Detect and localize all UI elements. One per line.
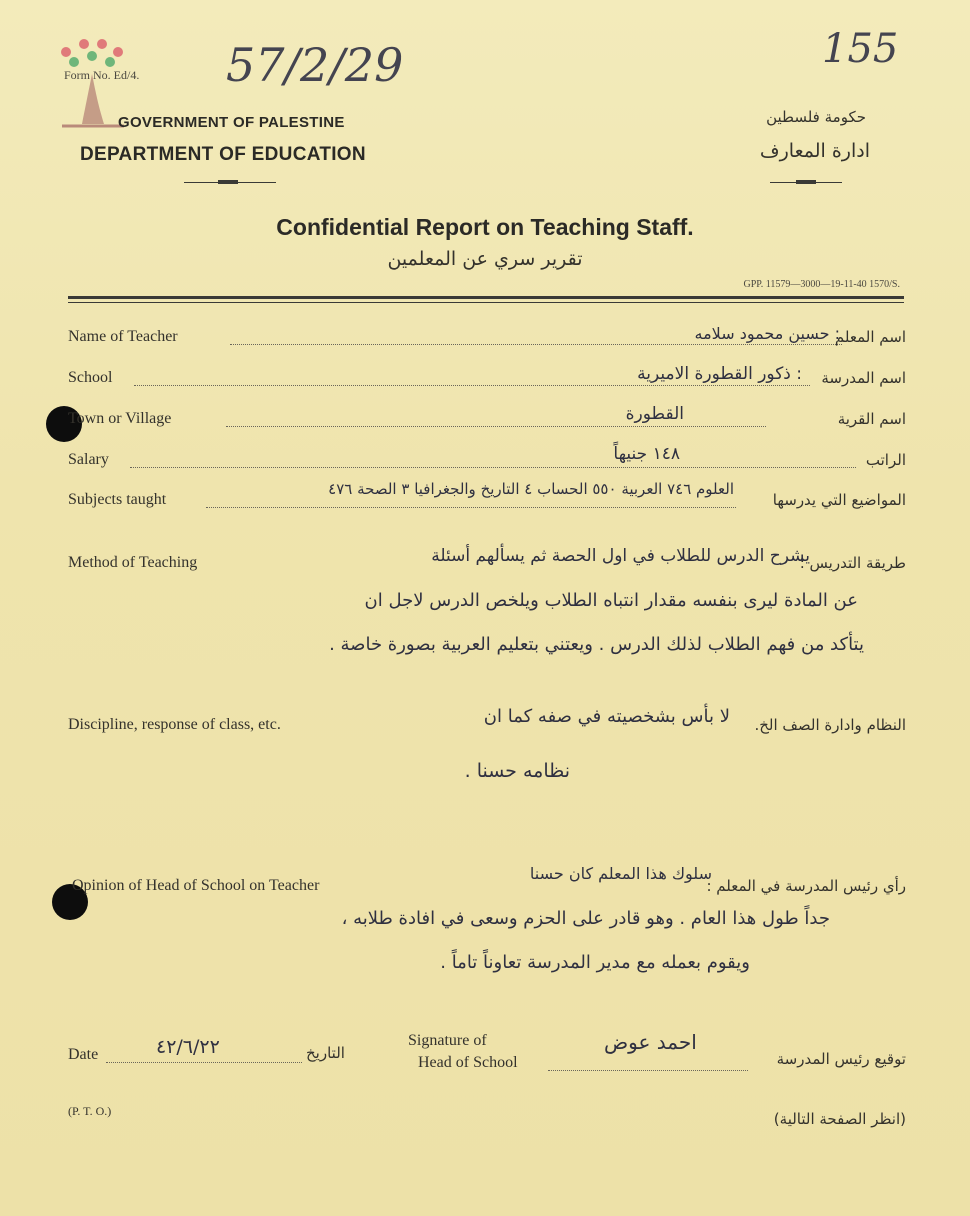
date-dots [106, 1062, 302, 1063]
government-title-ar: حكومة فلسطين [766, 108, 866, 126]
government-title-en: GOVERNMENT OF PALESTINE [118, 114, 345, 131]
opinion-label-ar: رأي رئيس المدرسة في المعلم : [706, 877, 906, 895]
field-label-ar: اسم المعلم [834, 328, 906, 346]
opinion-label-en: Opinion of Head of School on Teacher [72, 877, 320, 894]
field-dots [130, 467, 856, 468]
date-label-en: Date [68, 1046, 99, 1063]
field-label-en: Salary [68, 451, 109, 468]
field-value: العلوم ٧٤٦ العربية ٥٥٠ الحساب ٤ التاريخ والجغرافيا ٣ الصحة ٤٧٦ [328, 480, 734, 498]
opinion-line: جداً طول هذا العام . وهو قادر على الحزم وسعى في افادة طلابه ، [341, 908, 830, 929]
method-line: عن المادة ليرى بنفسه مقدار انتباه الطلاب ويلخص الدرس لاجل ان [364, 590, 858, 611]
field-label-en: Subjects taught [68, 491, 167, 508]
field-label-ar: اسم المدرسة [821, 369, 906, 387]
handwritten-reference: 57/2/29 [226, 38, 404, 92]
method-label-ar: طريقة التدريس : [799, 554, 906, 572]
discipline-label-en: Discipline, response of class, etc. [68, 716, 281, 733]
method-label-en: Method of Teaching [68, 554, 198, 571]
pto-note-ar: (انظر الصفحة التالية) [773, 1110, 906, 1128]
opinion-line: سلوك هذا المعلم كان حسنا [529, 864, 712, 883]
discipline-label-ar: النظام وادارة الصف الخ. [754, 716, 906, 734]
field-label-en: Town or Village [68, 410, 172, 427]
field-value: ١٤٨ جنيهاً [613, 444, 680, 464]
method-line: يتأكد من فهم الطلاب لذلك الدرس . ويعتني بتعليم العربية بصورة خاصة . [329, 634, 864, 655]
field-value: القطورة [625, 404, 684, 424]
field-value: : ذكور القطورة الاميرية [637, 364, 802, 384]
signature-label-ar: توقيع رئيس المدرسة [776, 1050, 906, 1068]
field-label-en: School [68, 369, 113, 386]
discipline-line: نظامه حسنا . [464, 760, 570, 782]
date-label-ar: التاريخ [306, 1044, 345, 1062]
signature-dots [548, 1070, 748, 1071]
department-title-en: DEPARTMENT OF EDUCATION [80, 144, 366, 165]
handwritten-page-number: 155 [822, 26, 899, 72]
signature-label-line2: Head of School [418, 1054, 518, 1071]
opinion-line: ويقوم بعمله مع مدير المدرسة تعاوناً تاماً . [440, 952, 750, 973]
header-divider-left-mark [218, 180, 238, 184]
pto-note-en: (P. T. O.) [68, 1104, 112, 1118]
field-dots [206, 507, 736, 508]
field-label-ar: اسم القرية [837, 410, 906, 428]
signature-value: احمد عوض [604, 1030, 697, 1054]
discipline-line: لا بأس بشخصيته في صفه كما ان [483, 706, 730, 727]
field-label-ar: الراتب [865, 451, 906, 469]
field-label-ar: المواضيع التي يدرسها [772, 491, 906, 509]
field-value: : حسين محمود سلامه [694, 324, 840, 343]
field-dots [226, 426, 766, 427]
report-title-ar: تقرير سري عن المعلمين [387, 248, 583, 270]
field-label-en: Name of Teacher [68, 328, 178, 345]
department-title-ar: ادارة المعارف [759, 140, 870, 162]
field-dots [134, 385, 810, 386]
title-rule-thick [68, 296, 904, 299]
method-line: يشرح الدرس للطلاب في اول الحصة ثم يسألهم أسئلة [431, 546, 810, 566]
print-reference: GPP. 11579—3000—19-11-40 1570/S. [743, 279, 900, 290]
signature-label-line1: Signature of [408, 1032, 487, 1049]
header-divider-right-mark [796, 180, 816, 184]
date-value: ٤٢/٦/٢٢ [156, 1036, 220, 1058]
form-number: Form No. Ed/4. [64, 68, 140, 82]
field-dots [230, 344, 842, 345]
report-title-en: Confidential Report on Teaching Staff. [276, 214, 694, 240]
title-rule-thin [68, 302, 904, 303]
